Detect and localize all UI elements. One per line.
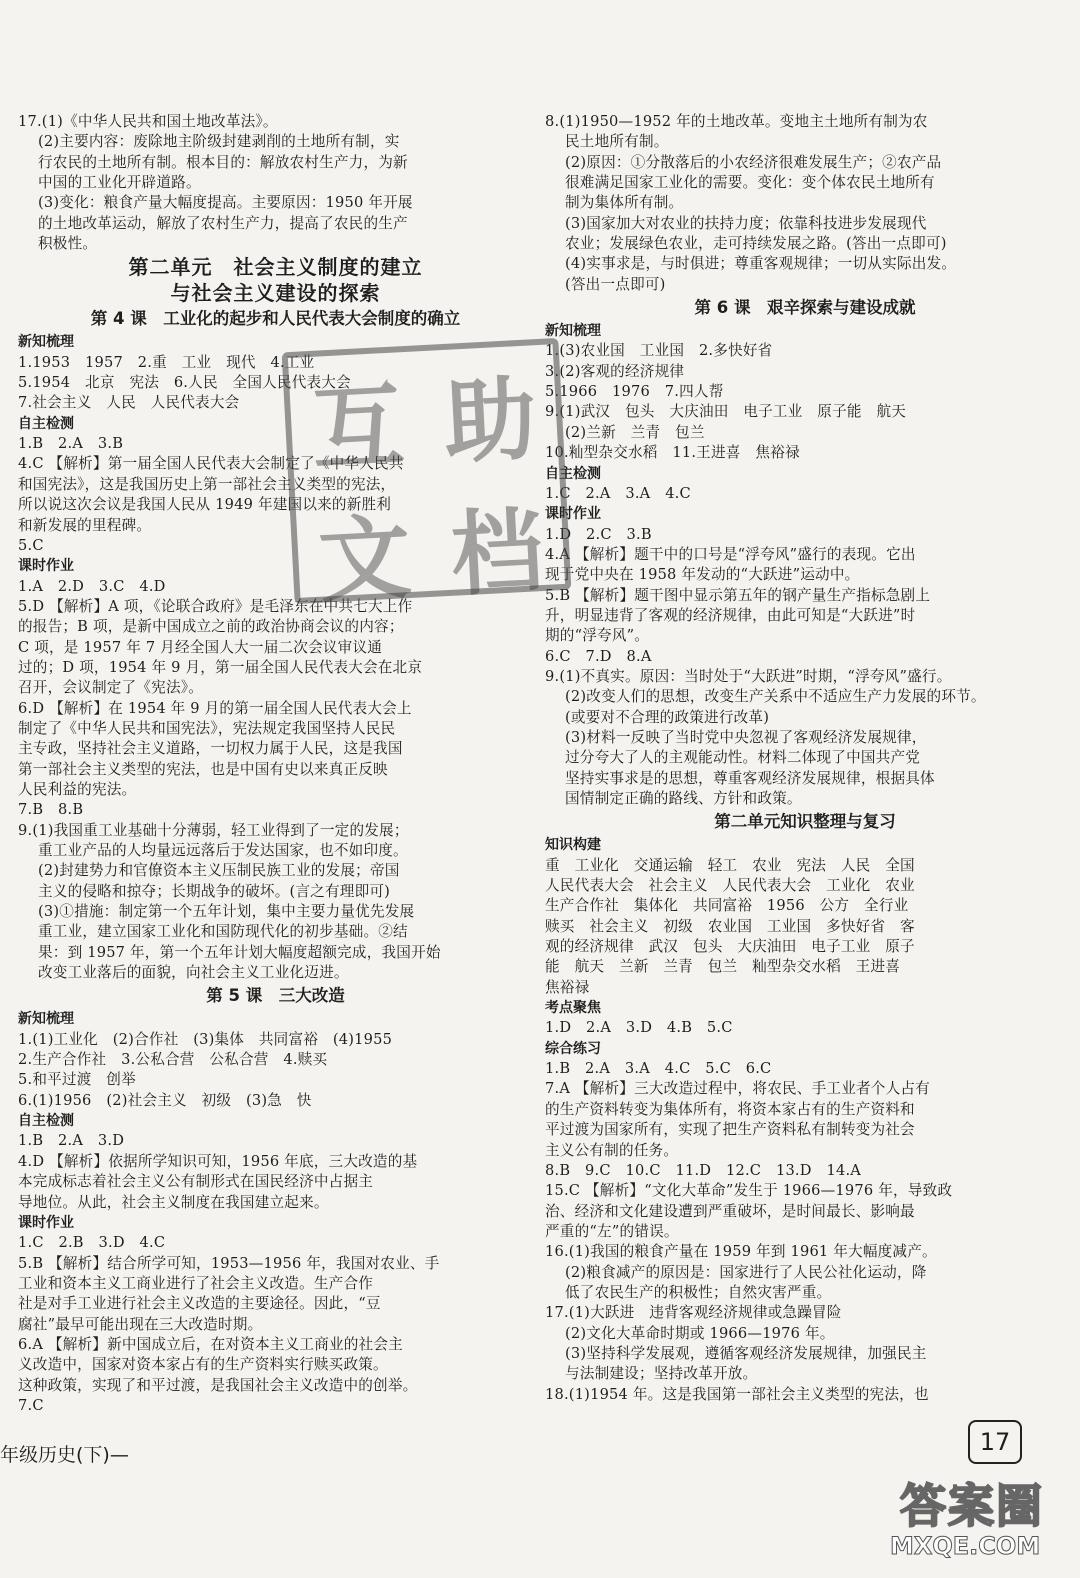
text-line: 9.(1)武汉 包头 大庆油田 电子工业 原子能 航天 [545, 403, 907, 421]
text-line: 1.C 2.B 3.D 4.C [18, 1234, 166, 1252]
text-line: 5.B 【解析】结合所学可知，1953—1956 年，我国对农业、手 [18, 1254, 440, 1272]
footer-grade-label: 年级历史(下)— [0, 1444, 129, 1466]
stamp-char: 文 [316, 504, 414, 616]
text-line: 重 工业化 交通运输 轻工 农业 宪法 人民 全国 [545, 856, 915, 874]
text-line: 工业和资本主义工商业进行了社会主义改造。生产合作 [18, 1274, 374, 1292]
text-line: (2)原因：①分散落后的小农经济很难发展生产；②农产品 [565, 153, 942, 171]
lesson-title: 第 6 课 艰辛探索与建设成就 [694, 298, 916, 318]
text-line: 1.B 2.A 3.D [18, 1132, 125, 1150]
text-line: 治、经济和文化建设遭到严重破坏，是时间最长、影响最 [545, 1202, 915, 1220]
text-line: 社是对手工业进行社会主义改造的主要途径。因此，“豆 [18, 1295, 381, 1313]
text-line: 8.B 9.C 10.C 11.D 12.C 13.D 14.A [545, 1161, 862, 1179]
watermark-url: MXQE.COM [890, 1532, 1041, 1560]
text-line: 生产合作社 集体化 共同富裕 1956 公方 全行业 [545, 897, 909, 915]
text-line: 8.(1)1950—1952 年的土地改革。变地主土地所有制为农 [545, 113, 928, 130]
text-line: 7.B 8.B [18, 801, 84, 819]
text-line: 6.(1)1956 (2)社会主义 初级 (3)急 快 [18, 1091, 312, 1109]
text-line: 所以说这次会议是我国人民从 1949 年建国以来的新胜利 [18, 496, 392, 514]
text-line: 焦裕禄 [545, 978, 590, 996]
section-heading: 新知梳理 [545, 323, 601, 340]
text-line: 5.1966 1976 7.四人帮 [545, 383, 724, 401]
text-line: 和新发展的里程碑。 [18, 516, 152, 534]
text-line: 1.1953 1957 2.重 工业 现代 4.工业 [18, 353, 315, 371]
text-line: 现于党中央在 1958 年发动的“大跃进”运动中。 [545, 566, 860, 584]
text-line: 与法制建设；坚持改革开放。 [565, 1365, 758, 1383]
text-line: 第一部社会主义类型的宪法，也是中国有史以来真正反映 [18, 760, 388, 778]
text-line: 能 航天 兰新 兰青 包兰 籼型杂交水稻 王进喜 [545, 958, 901, 976]
text-line: 的报告；B 项，是新中国成立之前的政治协商会议的内容； [18, 618, 404, 636]
section-heading: 自主检测 [18, 415, 74, 432]
text-line: 义改造中，国家对资本家占有的生产资料实行赎买政策。 [18, 1356, 388, 1374]
text-line: 很难满足国家工业化的需要。变化：变个体农民土地所有 [565, 174, 935, 192]
text-line: (3)材料一反映了当时党中央忽视了客观经济发展规律， [565, 728, 927, 746]
section-heading: 课时作业 [18, 1214, 74, 1231]
text-line: 5.C [18, 536, 44, 554]
stamp-char: 互 [309, 372, 407, 484]
text-line: (3)国家加大对农业的扶持力度；依靠科技进步发展现代 [565, 214, 927, 232]
text-line: (2)文化大革命时期或 1966—1976 年。 [565, 1324, 835, 1342]
text-line: 主专政，坚持社会主义道路，一切权力属于人民，这是我国 [18, 740, 403, 758]
text-line: 赎买 社会主义 初级 农业国 工业国 多快好省 客 [545, 917, 915, 935]
text-line: (4)实事求是，与时俱进；尊重客观规律；一切从实际出发。 [565, 255, 957, 273]
text-line: 主义的侵略和掠夺；长期战争的破坏。(言之有理即可) [38, 882, 391, 900]
text-line: (2)封建势力和官僚资本主义压制民族工业的发展；帝国 [38, 862, 400, 880]
text-line: 过分夸大了人的主观能动性。材料二体现了中国共产党 [565, 749, 921, 767]
text-line: 本完成标志着社会主义公有制形式在国民经济中占据主 [18, 1173, 374, 1191]
section-heading: 综合练习 [545, 1040, 601, 1057]
text-line: 腐社”最早可能出现在三大改造时期。 [18, 1315, 263, 1333]
text-line: 18.(1)1954 年。这是我国第一部社会主义类型的宪法，也 [545, 1385, 929, 1403]
text-line: (2)粮食减产的原因是：国家进行了人民公社化运动，降 [565, 1263, 927, 1281]
text-line: 升，明显违背了客观的经济规律，由此可知是“大跃进”时 [545, 606, 916, 624]
text-line: 过的；D 项，1954 年 9 月，第一届全国人民代表大会在北京 [18, 658, 423, 676]
section-heading: 课时作业 [18, 558, 74, 575]
text-line: 严重的“左”的错误。 [545, 1222, 679, 1240]
text-line: 5.1954 北京 宪法 6.人民 全国人民代表大会 [18, 374, 351, 392]
text-line: (3)①措施：制定第一个五年计划，集中主要力量优先发展 [38, 903, 415, 921]
text-line: 果：到 1957 年，第一个五年计划大幅度超额完成，我国开始 [38, 943, 441, 961]
section-heading: 自主检测 [545, 465, 601, 482]
text-line: 10.籼型杂交水稻 11.王进喜 焦裕禄 [545, 444, 800, 462]
section-heading: 新知梳理 [18, 1011, 74, 1028]
text-line: 15.C 【解析】“文化大革命”发生于 1966—1976 年，导致政 [545, 1182, 953, 1200]
text-line: 导地位。从此，社会主义制度在我国建立起来。 [18, 1193, 329, 1211]
text-line: 召开，会议制定了《宪法》。 [18, 679, 204, 697]
text-line: 17.(1)大跃进 违背客观经济规律或急躁冒险 [545, 1304, 842, 1322]
lesson-title: 第二单元知识整理与复习 [714, 812, 896, 832]
watermark-logo [890, 1470, 1075, 1570]
text-line: 1.B 2.A 3.B [18, 435, 124, 453]
text-line: (2)主要内容：废除地主阶级封建剥削的土地所有制，实 [38, 133, 400, 151]
stamp-char: 助 [441, 365, 539, 477]
text-line: 9.(1)我国重工业基础十分薄弱，轻工业得到了一定的发展； [18, 821, 409, 839]
watermark-text: 答案圈 [900, 1479, 1044, 1533]
text-line: 中国的工业化开辟道路。 [38, 174, 201, 192]
unit-title: 与社会主义建设的探索 [170, 281, 381, 306]
text-line: 改变工业落后的面貌，向社会主义工业化迈进。 [38, 964, 349, 982]
text-line: 7.C [18, 1396, 44, 1414]
unit-title: 第二单元 社会主义制度的建立 [128, 255, 423, 280]
text-line: 17.(1)《中华人民共和国土地改革法》。 [18, 113, 278, 130]
right-column [545, 112, 1065, 1405]
text-line: 2.生产合作社 3.公私合营 公私合营 4.赎买 [18, 1051, 328, 1069]
text-line: 5.D 【解析】A 项，《论联合政府》是毛泽东在中共七大上作 [18, 597, 413, 615]
text-line: 1.C 2.A 3.A 4.C [545, 484, 691, 502]
text-line: 1.A 2.D 3.C 4.D [18, 577, 166, 595]
text-line: (2)改变人们的思想，改变生产关系中不适应生产力发展的环节。 [565, 688, 986, 706]
text-line: 坚持实事求是的思想，尊重客观经济发展规律，根据具体 [565, 769, 935, 787]
text-line: 1.D 2.A 3.D 4.B 5.C [545, 1019, 733, 1037]
text-line: 农业；发展绿色农业，走可持续发展之路。(答出一点即可) [565, 235, 947, 253]
text-line: 积极性。 [38, 235, 98, 253]
text-line: 5.B 【解析】题干图中显示第五年的钢产量生产指标急剧上 [545, 586, 931, 604]
text-line: 的土地改革运动，解放了农村生产力，提高了农民的生产 [38, 214, 408, 232]
text-line: 3.(2)客观的经济规律 [545, 362, 685, 380]
text-line: (3)坚持科学发展观，遵循客观经济发展规律，加强民主 [565, 1344, 927, 1362]
section-heading: 新知梳理 [18, 334, 74, 351]
text-line: 这种政策，实现了和平过渡，是我国社会主义改造中的创举。 [18, 1376, 418, 1394]
text-line: 4.C 【解析】第一届全国人民代表大会制定了《中华人民共 [18, 455, 404, 473]
section-heading: 考点聚焦 [545, 1000, 601, 1017]
text-line: 4.A 【解析】题干中的口号是“浮夸风”盛行的表现。它出 [545, 545, 916, 563]
text-line: 16.(1)我国的粮食产量在 1959 年到 1961 年大幅度减产。 [545, 1243, 937, 1261]
text-line: 重工业产品的人均量远远落后于发达国家，也不如印度。 [38, 842, 408, 859]
text-line: 4.D 【解析】依据所学知识可知，1956 年底，三大改造的基 [18, 1152, 418, 1170]
lesson-title: 第 4 课 工业化的起步和人民代表大会制度的确立 [90, 309, 461, 329]
text-line: 行农民的土地所有制。根本目的：解放农村生产力，为新 [38, 153, 408, 171]
text-line: 主义公有制的任务。 [545, 1141, 679, 1159]
section-heading: 课时作业 [545, 506, 601, 523]
text-line: (3)变化：粮食产量大幅度提高。主要原因：1950 年开展 [38, 194, 413, 212]
text-line: 观的经济规律 武汉 包头 大庆油田 电子工业 原子 [545, 938, 915, 956]
text-line: 5.和平过渡 创举 [18, 1071, 136, 1089]
text-line: 制为集体所有制。 [565, 194, 684, 212]
text-line: 1.B 2.A 3.A 4.C 5.C 6.C [545, 1060, 772, 1078]
text-line: 和国宪法》，这是我国历史上第一部社会主义类型的宪法， [18, 475, 396, 493]
text-line: 国情制定正确的路线、方针和政策。 [565, 790, 802, 807]
text-line: C 项，是 1957 年 7 月经全国人大一届二次会议审议通 [18, 638, 383, 656]
text-line: 低了农民生产的积极性；自然灾害严重。 [565, 1283, 832, 1301]
stamp-char: 档 [448, 497, 546, 609]
text-line: 期的“浮夸风”。 [545, 627, 650, 645]
text-line: 7.社会主义 人民 人民代表大会 [18, 394, 240, 412]
text-line: 1.(3)农业国 工业国 2.多快好省 [545, 342, 773, 360]
text-line: 6.D 【解析】在 1954 年 9 月的第一届全国人民代表大会上 [18, 699, 412, 717]
text-line: 7.A 【解析】三大改造过程中，将农民、手工业者个人占有 [545, 1080, 930, 1098]
text-line: 6.C 7.D 8.A [545, 647, 652, 665]
text-line: 民土地所有制。 [565, 133, 669, 151]
text-line: (或要对不合理的政策进行改革) [565, 708, 770, 726]
text-line: 1.(1)工业化 (2)合作社 (3)集体 共同富裕 (4)1955 [18, 1030, 393, 1048]
section-heading: 自主检测 [18, 1113, 74, 1130]
text-line: 制定了《中华人民共和国宪法》，宪法规定我国坚持人民民 [18, 719, 396, 737]
left-column [18, 112, 533, 1416]
text-line: (2)兰新 兰青 包兰 [565, 423, 705, 441]
text-line: 平过渡为国家所有，实现了把生产资料私有制转变为社会 [545, 1121, 915, 1139]
page-number: 17 [968, 1420, 1022, 1464]
text-line: 9.(1)不真实。原因：当时处于“大跃进”时期，“浮夸风”盛行。 [545, 667, 952, 685]
text-line: 的生产资料转变为集体所有，将资本家占有的生产资料和 [545, 1100, 915, 1118]
text-line: 人民利益的宪法。 [18, 780, 137, 798]
text-line: 重工业，建立国家工业化和国防现代化的初步基础。②结 [38, 923, 408, 941]
lesson-title: 第 5 课 三大改造 [206, 986, 345, 1006]
text-line: 1.D 2.C 3.B [545, 525, 652, 543]
text-line: (答出一点即可) [565, 275, 666, 293]
section-heading: 知识构建 [545, 837, 601, 854]
text-line: 6.A 【解析】新中国成立后，在对资本主义工商业的社会主 [18, 1335, 403, 1353]
text-line: 人民代表大会 社会主义 人民代表大会 工业化 农业 [545, 877, 915, 895]
